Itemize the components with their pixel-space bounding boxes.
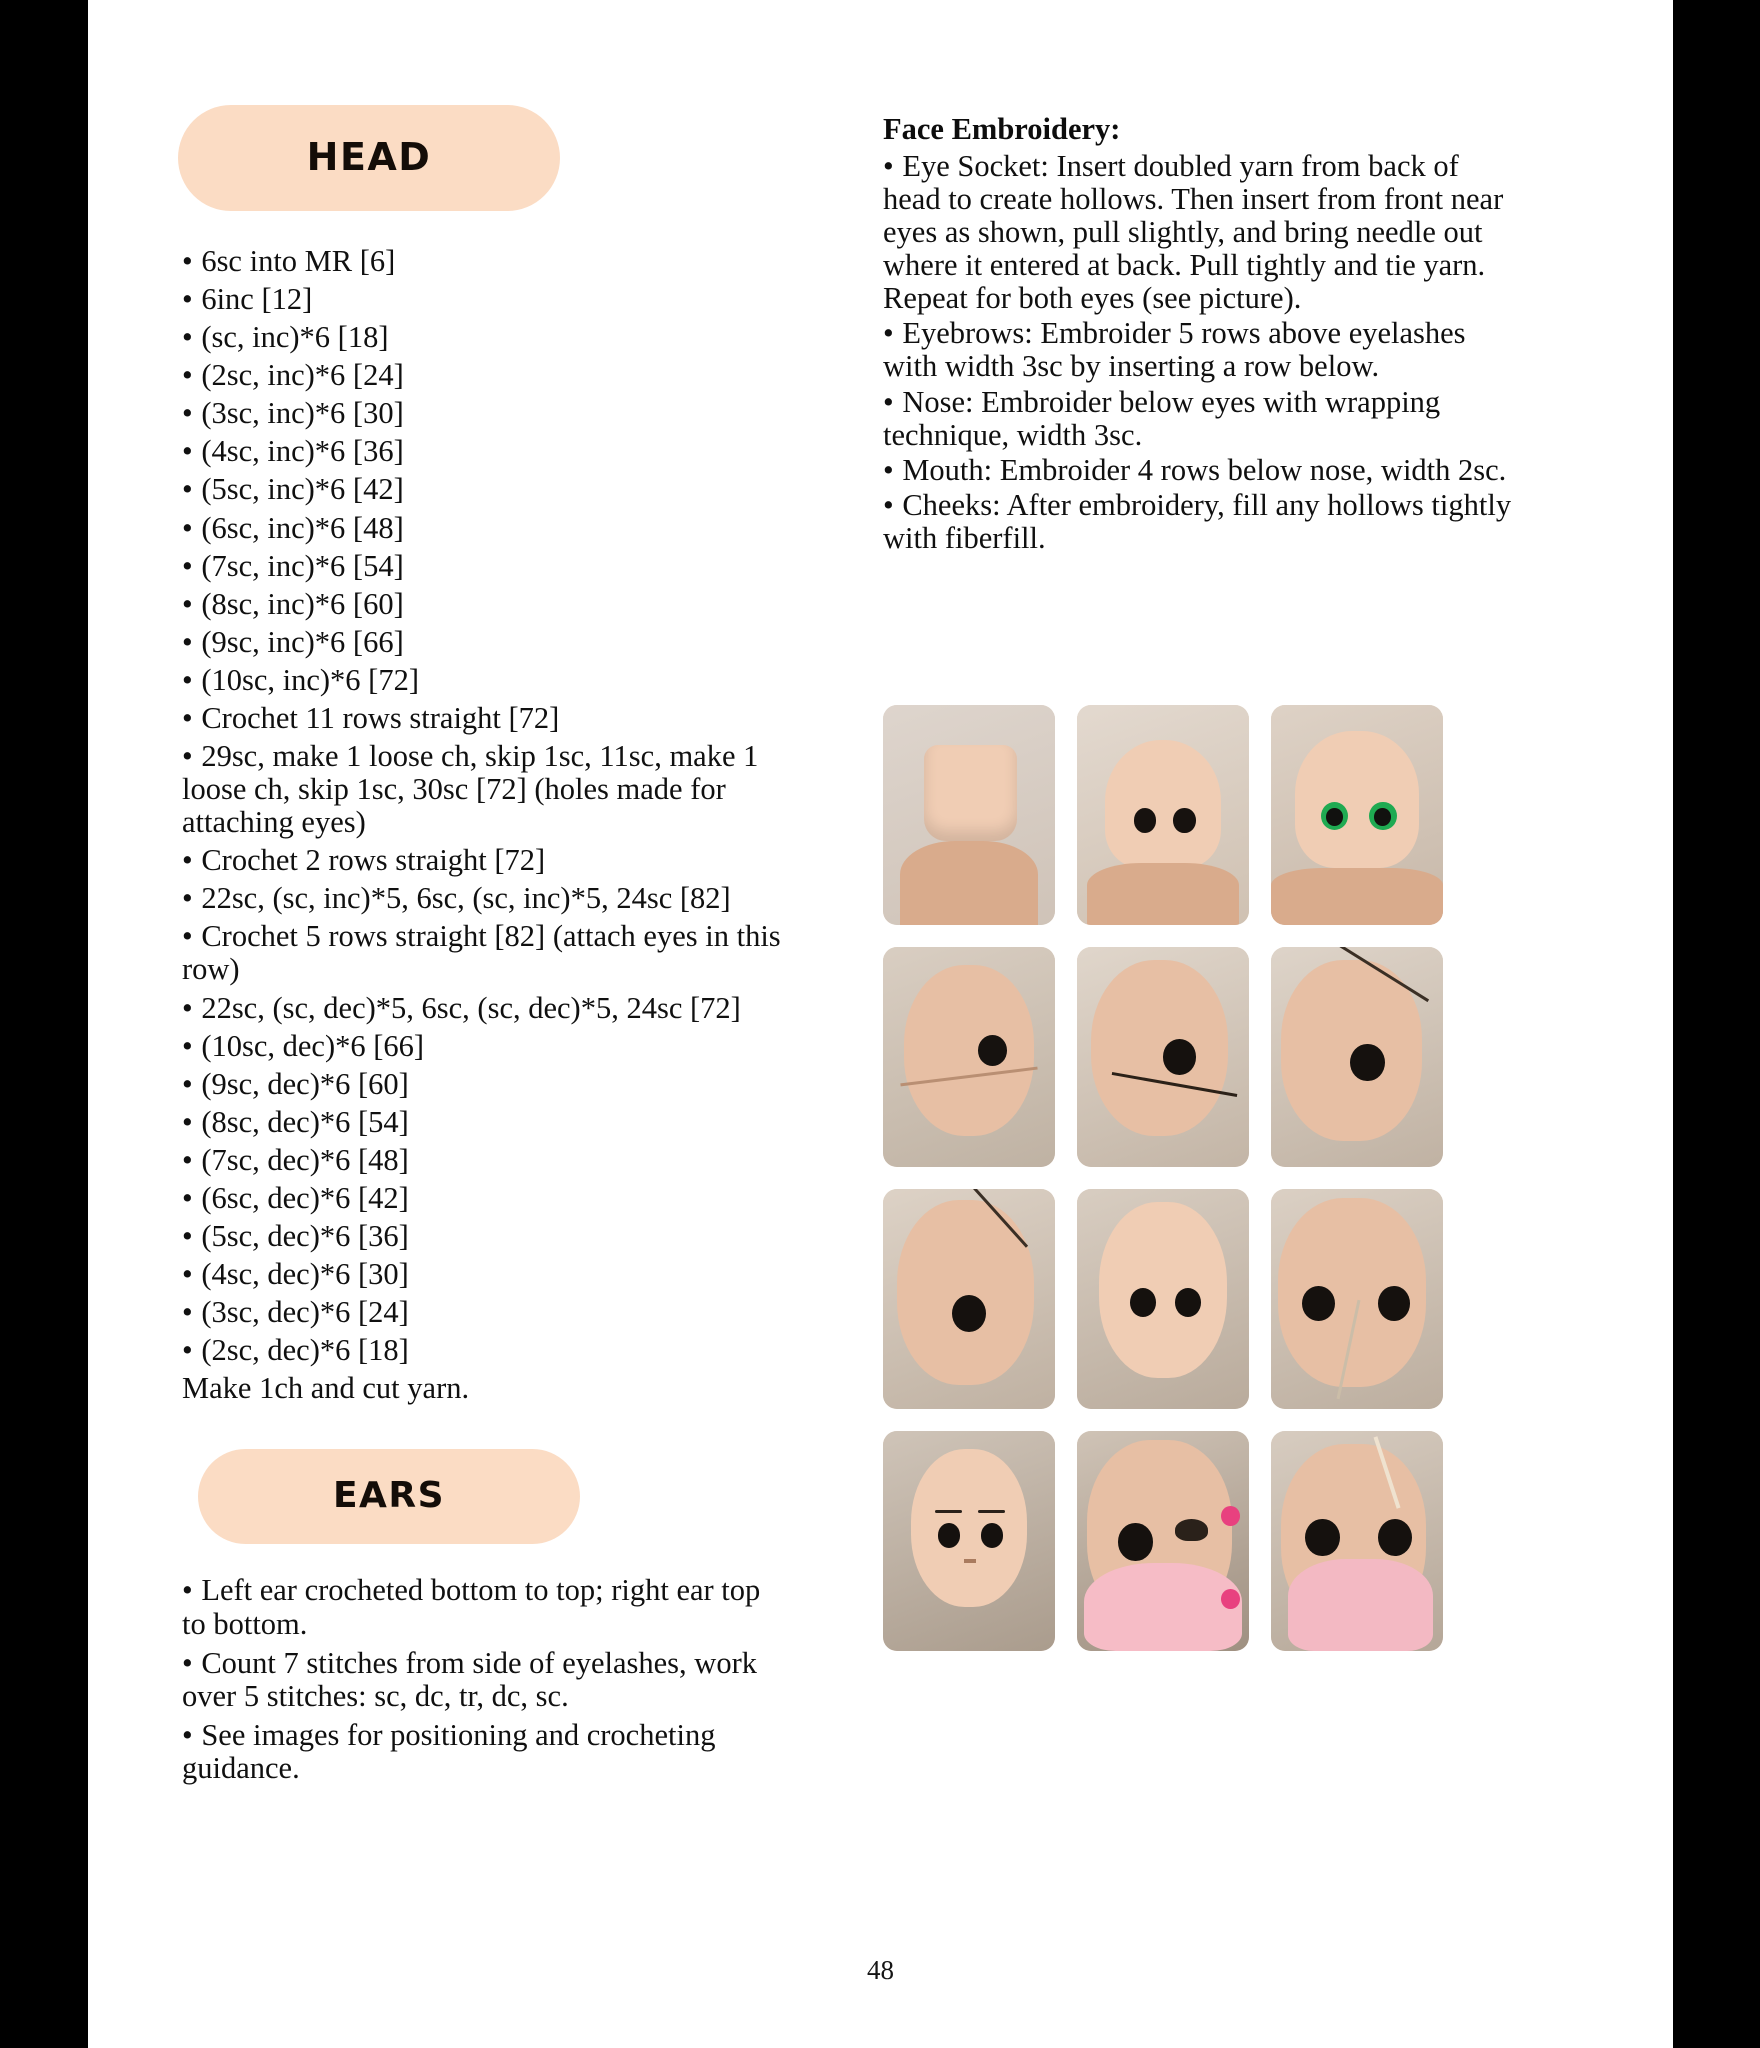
right-column	[883, 112, 1523, 557]
list-item	[170, 1106, 790, 1139]
bullet-icon: •	[182, 1104, 194, 1139]
list-item-text: (9sc, dec)*6 [60]	[193, 1066, 409, 1101]
bullet-icon: •	[182, 843, 194, 878]
list-item	[170, 1030, 790, 1063]
face-embroidery-list	[883, 150, 1523, 555]
photo-head-green-eyes	[1271, 705, 1443, 925]
photo-head-ear-attached	[1271, 1431, 1443, 1651]
bullet-icon: •	[883, 316, 895, 351]
list-item-text: Mouth: Embroider 4 rows below nose, width 2sc.	[894, 452, 1507, 487]
list-item-text: (4sc, inc)*6 [36]	[193, 434, 404, 469]
bullet-icon: •	[182, 586, 194, 621]
list-item-text: Eyebrows: Embroider 5 rows above eyelashes with width 3sc by inserting a row below.	[883, 316, 1466, 384]
photo-head-needle-back	[1271, 947, 1443, 1167]
list-item-text: Left ear crocheted bottom to top; right ear top to bottom.	[182, 1573, 761, 1641]
head-instruction-list	[170, 245, 790, 1405]
list-item	[170, 1258, 790, 1291]
list-item	[170, 664, 790, 697]
photo-head-yarn-threaded	[883, 947, 1055, 1167]
bullet-icon: •	[182, 662, 194, 697]
list-item	[170, 512, 790, 545]
bullet-icon: •	[182, 739, 194, 774]
bullet-icon: •	[182, 472, 194, 507]
bullet-icon: •	[182, 510, 194, 545]
photo-head-with-safety-eyes	[1077, 705, 1249, 925]
photo-head-eyelash-embroidery	[1271, 1189, 1443, 1409]
list-item-text: Cheeks: After embroidery, fill any hollows tightly with fiberfill.	[883, 487, 1512, 555]
list-item	[170, 1144, 790, 1177]
list-item-text: 22sc, (sc, inc)*5, 6sc, (sc, inc)*5, 24sc [82]	[193, 881, 731, 916]
bullet-icon: •	[182, 1645, 194, 1680]
list-item	[170, 588, 790, 621]
bullet-icon: •	[883, 384, 895, 419]
bullet-icon: •	[182, 700, 194, 735]
section-title-head: HEAD	[306, 135, 432, 179]
bullet-icon: •	[182, 282, 194, 317]
list-item	[883, 489, 1523, 555]
list-item	[170, 702, 790, 735]
photo-head-pink-cheeks-pins	[1077, 1431, 1249, 1651]
photo-head-start-cylinder	[883, 705, 1055, 925]
list-item	[170, 283, 790, 316]
list-item-text: (5sc, dec)*6 [36]	[193, 1219, 409, 1254]
list-item	[170, 1334, 790, 1367]
bullet-icon: •	[182, 1142, 194, 1177]
list-item	[170, 473, 790, 506]
bullet-icon: •	[182, 624, 194, 659]
bullet-icon: •	[182, 1573, 194, 1608]
page-content	[88, 0, 1673, 2048]
list-item-text: 22sc, (sc, dec)*5, 6sc, (sc, dec)*5, 24sc [72]	[193, 990, 741, 1025]
bullet-icon: •	[182, 548, 194, 583]
list-item	[170, 1647, 790, 1714]
list-item-text: Crochet 5 rows straight [82] (attach eyes in this row)	[182, 919, 781, 987]
list-item	[170, 1296, 790, 1329]
bullet-icon: •	[182, 1257, 194, 1292]
page-number: 48	[867, 1955, 894, 1985]
list-item	[170, 397, 790, 430]
bullet-icon: •	[883, 452, 895, 487]
list-item-text: (10sc, inc)*6 [72]	[193, 662, 419, 697]
bullet-icon: •	[182, 1028, 194, 1063]
bullet-icon: •	[182, 358, 194, 393]
list-item	[170, 1719, 790, 1786]
list-item	[170, 1220, 790, 1253]
photo-head-face-complete	[883, 1431, 1055, 1651]
page-sheet	[88, 0, 1673, 2048]
head-closing-line: Make 1ch and cut yarn.	[182, 1371, 470, 1406]
bullet-icon: •	[182, 1295, 194, 1330]
list-item-text: (3sc, inc)*6 [30]	[193, 396, 404, 431]
list-item-text: (sc, inc)*6 [18]	[193, 320, 389, 355]
list-item-text: Eye Socket: Insert doubled yarn from back of head to create hollows. Then insert from front near eyes as shown, pull slightly, and bring needle out where it entered at back. Pull tightly and tie yarn. Repeat for both eyes (see picture).	[883, 149, 1504, 316]
bullet-icon: •	[182, 320, 194, 355]
photo-head-socket-pulled	[883, 1189, 1055, 1409]
bullet-icon: •	[883, 149, 895, 183]
left-column	[170, 105, 790, 1791]
bullet-icon: •	[182, 244, 194, 278]
list-item	[170, 1574, 790, 1641]
bullet-icon: •	[182, 1180, 194, 1215]
ears-instruction-list	[170, 1574, 790, 1785]
list-item	[170, 740, 790, 839]
list-item-text: (8sc, dec)*6 [54]	[193, 1104, 409, 1139]
list-item	[170, 359, 790, 392]
list-item-text: (6sc, inc)*6 [48]	[193, 510, 404, 545]
list-item-text: (7sc, inc)*6 [54]	[193, 548, 404, 583]
bullet-icon: •	[182, 1066, 194, 1101]
list-item	[883, 317, 1523, 383]
list-item	[170, 992, 790, 1025]
bullet-icon: •	[182, 434, 194, 469]
bullet-icon: •	[182, 1219, 194, 1254]
list-item	[883, 454, 1523, 487]
photo-head-both-eyes-set	[1077, 1189, 1249, 1409]
list-item-text: (4sc, dec)*6 [30]	[193, 1257, 409, 1292]
photo-head-needle-eye-socket	[1077, 947, 1249, 1167]
list-item	[170, 844, 790, 877]
bullet-icon: •	[182, 1333, 194, 1368]
list-item	[170, 920, 790, 986]
section-title-ears: EARS	[332, 1475, 446, 1517]
list-item-text: (9sc, inc)*6 [66]	[193, 624, 404, 659]
bullet-icon: •	[182, 990, 194, 1025]
face-embroidery-title: Face Embroidery:	[883, 112, 1121, 146]
list-item	[170, 626, 790, 659]
bullet-icon: •	[182, 396, 194, 431]
photo-grid	[883, 705, 1483, 1651]
list-item-text: 6inc [12]	[193, 282, 313, 317]
list-item	[170, 1068, 790, 1101]
list-item-text: Nose: Embroider below eyes with wrapping technique, width 3sc.	[883, 384, 1441, 452]
list-item	[170, 321, 790, 354]
list-item	[883, 386, 1523, 452]
list-item-text: (8sc, inc)*6 [60]	[193, 586, 404, 621]
list-item-text: See images for positioning and crocheting guidance.	[182, 1717, 716, 1786]
bullet-icon: •	[883, 487, 895, 522]
list-item-text: (6sc, dec)*6 [42]	[193, 1180, 409, 1215]
bullet-icon: •	[182, 1717, 194, 1752]
list-item-text: Crochet 11 rows straight [72]	[193, 700, 560, 735]
bullet-icon: •	[182, 919, 194, 954]
section-header-head	[178, 105, 560, 211]
list-item	[170, 550, 790, 583]
list-item-text: (2sc, inc)*6 [24]	[193, 358, 404, 393]
list-item-text: 6sc into MR [6]	[193, 244, 396, 278]
section-header-ears	[198, 1449, 580, 1544]
list-item-text: (7sc, dec)*6 [48]	[193, 1142, 409, 1177]
bullet-icon: •	[182, 881, 194, 916]
list-item-text: (5sc, inc)*6 [42]	[193, 472, 404, 507]
list-item-text: Count 7 stitches from side of eyelashes, work over 5 stitches: sc, dc, tr, dc, sc.	[182, 1645, 757, 1714]
list-item	[170, 1182, 790, 1215]
list-item-text: 29sc, make 1 loose ch, skip 1sc, 11sc, make 1 loose ch, skip 1sc, 30sc [72] (holes made for attaching eyes)	[182, 739, 759, 840]
list-item-text: (3sc, dec)*6 [24]	[193, 1295, 409, 1330]
list-item-text: (10sc, dec)*6 [66]	[193, 1028, 425, 1063]
list-item	[883, 150, 1523, 315]
list-item	[170, 882, 790, 915]
list-item-text: Crochet 2 rows straight [72]	[193, 843, 546, 878]
list-item-text: (2sc, dec)*6 [18]	[193, 1333, 409, 1368]
list-item	[170, 245, 790, 278]
list-item	[170, 435, 790, 468]
